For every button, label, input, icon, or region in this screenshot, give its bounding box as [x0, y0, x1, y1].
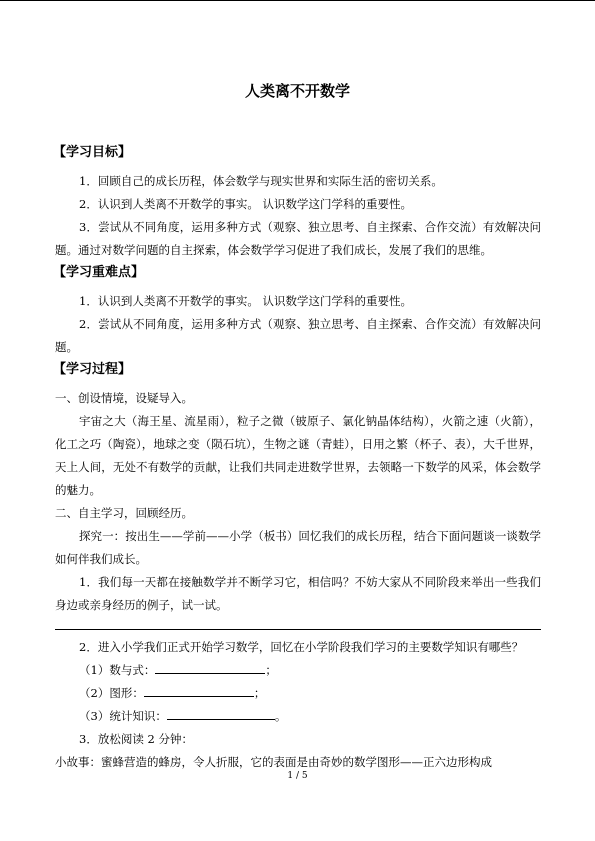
document-body [55, 144, 541, 774]
process-part1-text: 宇宙之大（海王星、流星雨），粒子之微（铍原子、氯化钠晶体结构），火箭之速（火箭），化工之巧（陶瓷），地球之变（陨石坑），生物之谜（青蛙），日用之繁（杯子、表），大千世界，天上人间，无处不有数学的贡献，让我们共同走进数学世界，去领略一下数学的风采，体会数学的魅力。 [55, 414, 541, 497]
fill-in-blank[interactable] [167, 707, 275, 720]
goal-item-2: 2．认识到人类离不开数学的事实。 认识数学这门学科的重要性。 [79, 197, 412, 211]
q2-item-2-label: （2）图形： [79, 686, 144, 700]
process-part1-title: 一、创设情境，设疑导入。 [55, 391, 193, 405]
page-title: 人类离不开数学 [244, 82, 350, 100]
fill-in-blank[interactable] [144, 684, 254, 697]
process-part2-title: 二、自主学习，回顾经历。 [55, 506, 193, 520]
key-point-item-1: 1．认识到人类离不开数学的事实。 认识数学这门学科的重要性。 [79, 294, 412, 308]
key-point-item-2: 2．尝试从不同角度，运用多种方式（观察、独立思考、自主探索、合作交流）有效解决问题。 [55, 317, 541, 354]
story-text: 小故事：蜜蜂营造的蜂房，令人折服，它的表面是由奇妙的数学图形——正六边形构成 [55, 755, 492, 769]
q2-item-2-end: ； [253, 686, 266, 700]
question-3: 3．放松阅读 2 分钟： [79, 732, 193, 746]
explore-one-text: 探究一：按出生——学前——小学（板书）回忆我们的成长历程，结合下面问题谈一谈数学如何伴我们成长。 [55, 529, 541, 566]
q2-item-3 [55, 705, 541, 728]
q2-item-3-label: （3）统计知识： [79, 709, 167, 723]
top-border-line [0, 0, 595, 1]
question-1: 1．我们每一天都在接触数学并不断学习它，相信吗？不妨大家从不同阶段来举出一些我们身边或亲身经历的例子，试一试。 [55, 575, 541, 612]
q2-item-2 [55, 682, 541, 705]
fill-in-blank[interactable] [155, 661, 265, 674]
q2-item-1-end: ； [265, 663, 277, 677]
q2-item-3-end: 。 [274, 709, 287, 723]
section-heading-process: 【学习过程】 [53, 362, 132, 377]
q2-item-1 [55, 659, 541, 682]
section-heading-key-points: 【学习重难点】 [53, 265, 145, 280]
page-number: 1 / 5 [287, 771, 308, 781]
goal-item-3: 3．尝试从不同角度，运用多种方式（观察、独立思考、自主探索、合作交流）有效解决问题。通过对数学问题的自主探索，体会数学学习促进了我们成长，发展了我们的思维。 [55, 220, 541, 257]
q2-item-1-label: （1）数与式： [79, 663, 156, 677]
goal-item-1: 1．回顾自己的成长历程，体会数学与现实世界和实际生活的密切关系。 [79, 174, 443, 188]
answer-line [55, 629, 541, 630]
section-heading-goals: 【学习目标】 [53, 145, 132, 160]
question-2: 2．进入小学我们正式开始学习数学，回忆在小学阶段我们学习的主要数学知识有哪些？ [79, 640, 524, 654]
